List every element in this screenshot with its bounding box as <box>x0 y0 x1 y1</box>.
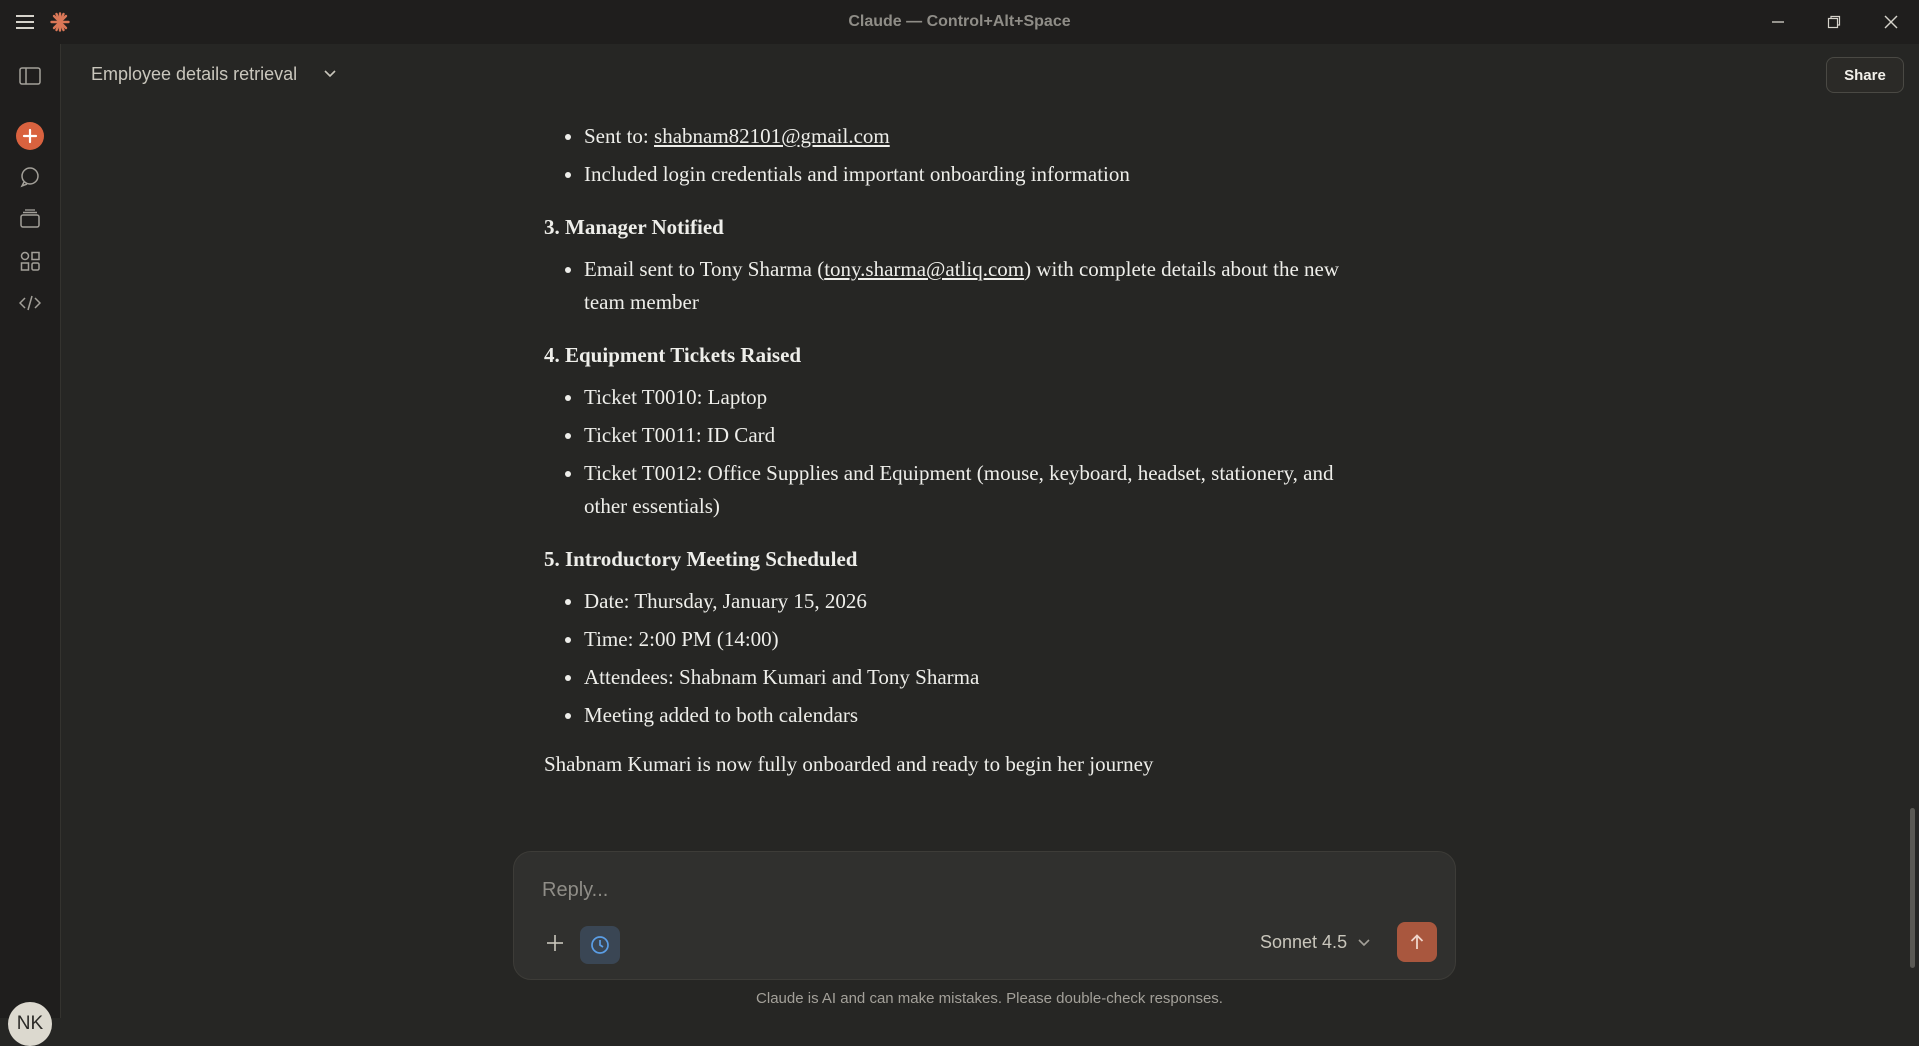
list-item: • Time: 2:00 PM (14:00) <box>584 623 1374 656</box>
sent-email-link[interactable]: shabnam82101@gmail.com <box>654 124 890 148</box>
list-item: • Included login credentials and important onboarding information <box>584 158 1374 191</box>
extended-thinking-button[interactable] <box>580 926 620 964</box>
avatar[interactable]: NK <box>8 1002 52 1046</box>
conversation-header <box>61 44 1919 108</box>
scrollbar[interactable] <box>1910 808 1915 968</box>
section-heading: 3. Manager Notified <box>544 215 724 239</box>
reply-input[interactable] <box>540 878 1144 903</box>
new-chat-button[interactable] <box>16 122 44 150</box>
restore-icon[interactable] <box>1820 10 1848 34</box>
arrow-up-icon <box>1408 933 1426 951</box>
section-heading: 4. Equipment Tickets Raised <box>544 343 802 367</box>
projects-icon[interactable] <box>16 205 44 233</box>
manager-email-link[interactable]: tony.sharma@atliq.com <box>824 257 1025 281</box>
section-heading: 5. Introductory Meeting Scheduled <box>544 547 858 571</box>
artifacts-icon[interactable] <box>16 247 44 275</box>
chats-icon[interactable] <box>16 163 44 191</box>
minimize-icon[interactable] <box>1764 10 1792 34</box>
list-item: • Ticket T0011: ID Card <box>584 419 1374 452</box>
clock-icon <box>589 934 611 956</box>
list-item: • Date: Thursday, January 15, 2026 <box>584 585 1374 618</box>
tickets-list <box>544 381 1374 523</box>
manager-prefix: Email sent to Tony Sharma ( <box>584 257 825 281</box>
meeting-list <box>544 585 1374 732</box>
list-item <box>584 253 1374 319</box>
share-button[interactable]: Share <box>1826 57 1904 93</box>
sidebar-toggle-icon[interactable] <box>16 62 44 90</box>
window-title: Claude — Control+Alt+Space <box>848 13 1071 30</box>
model-selector[interactable] <box>1260 932 1371 953</box>
list-item: • Meeting added to both calendars <box>584 699 1374 732</box>
close-icon[interactable] <box>1877 10 1905 34</box>
code-icon[interactable] <box>16 289 44 317</box>
chevron-down-icon[interactable] <box>323 66 337 84</box>
email-details-list <box>544 120 1374 191</box>
add-attachment-button[interactable] <box>538 926 572 960</box>
list-item <box>584 120 1374 153</box>
title-bar <box>0 0 1919 44</box>
model-name: Sonnet 4.5 <box>1260 932 1348 952</box>
list-item: • Ticket T0012: Office Supplies and Equipment (mouse, keyboard, headset, stationery, and other essentials) <box>584 457 1374 523</box>
disclaimer: Claude is AI and can make mistakes. Please double-check responses. <box>756 990 1223 1007</box>
sidebar <box>0 44 61 1034</box>
conversation-title[interactable]: Employee details retrieval <box>91 64 298 84</box>
composer <box>513 851 1456 980</box>
list-item: • Ticket T0010: Laptop <box>584 381 1374 414</box>
list-item: • Attendees: Shabnam Kumari and Tony Sharma <box>584 661 1374 694</box>
send-button[interactable] <box>1397 922 1437 962</box>
manager-list <box>544 253 1374 319</box>
assistant-message <box>544 120 1374 778</box>
manager-suffix: ) with complete details about the new team member <box>584 257 1340 314</box>
closing-text: Shabnam Kumari is now fully onboarded and ready to begin her journey <box>544 752 1154 776</box>
chevron-down-icon <box>1357 938 1371 948</box>
sent-prefix: Sent to: <box>584 124 655 148</box>
